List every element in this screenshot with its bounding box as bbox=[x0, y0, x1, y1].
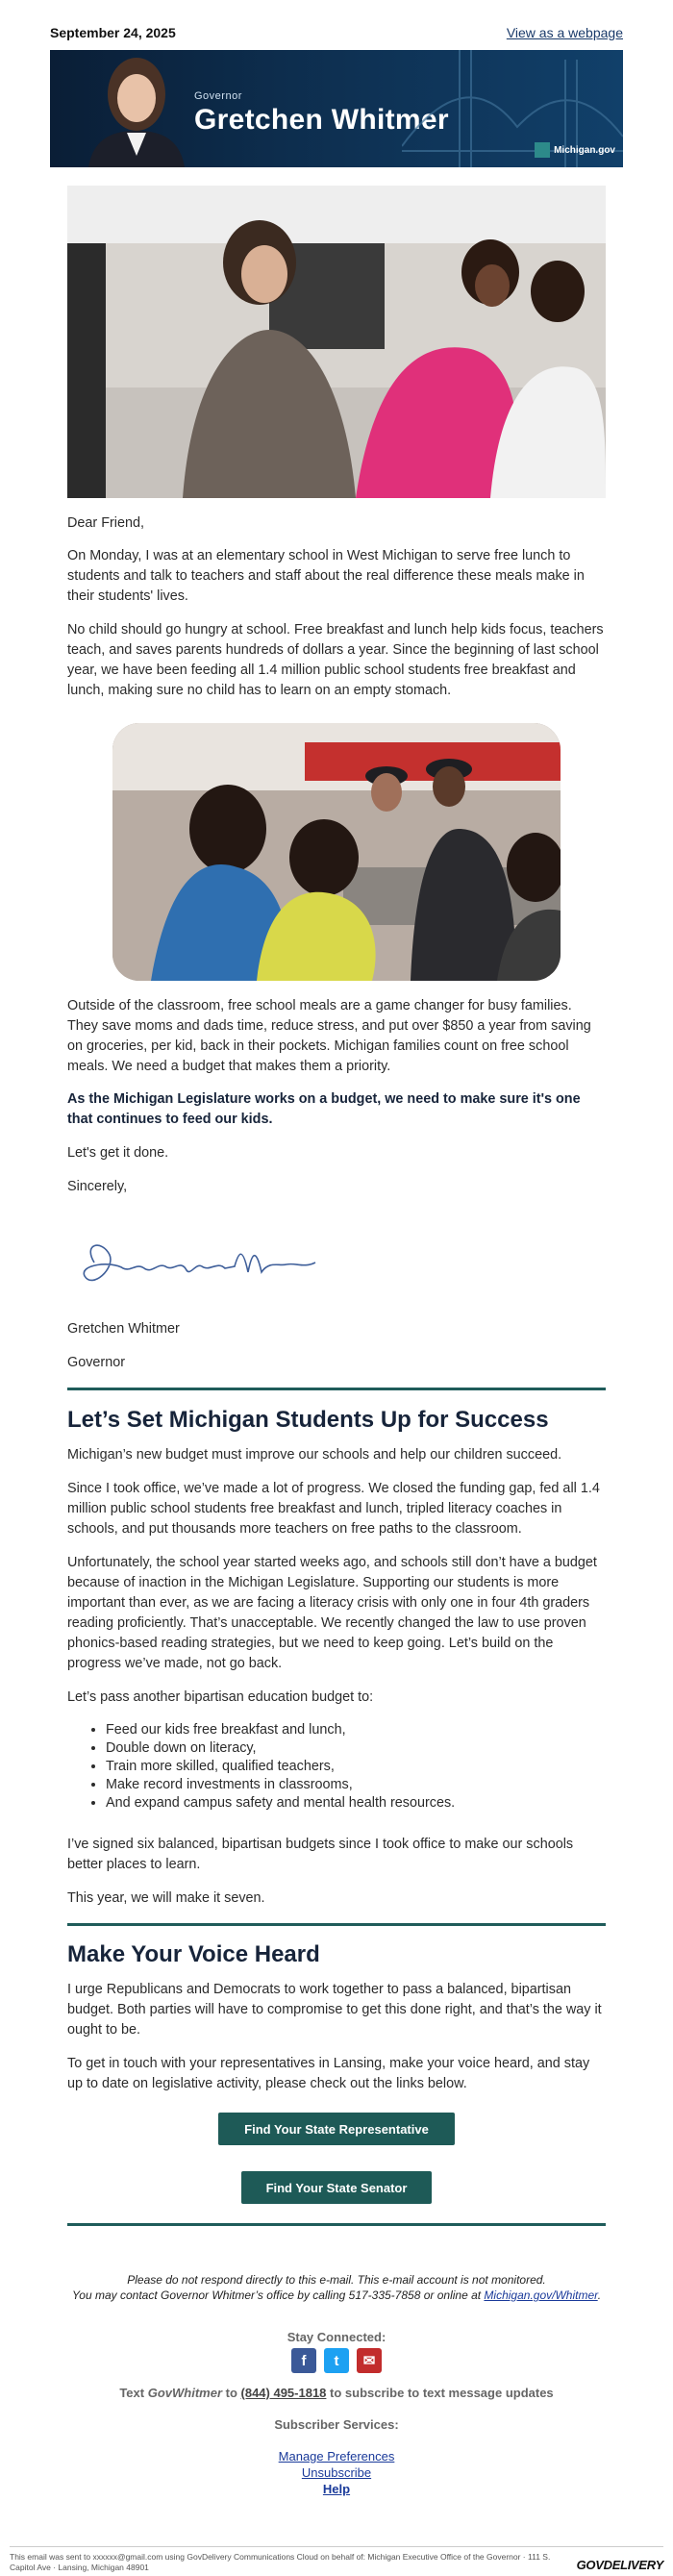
list-item: • Make record investments in classrooms, bbox=[106, 1776, 606, 1794]
michigan-gov-whitmer-link[interactable]: Michigan.gov/Whitmer bbox=[484, 2288, 598, 2302]
facebook-icon[interactable]: f bbox=[291, 2348, 316, 2373]
subscriber-services-label: Subscriber Services: bbox=[274, 2417, 399, 2432]
section-heading-students: Let’s Set Michigan Students Up for Success bbox=[67, 1407, 549, 1433]
legal-footer-text: This email was sent to xxxxxx@gmail.com using GovDelivery Communications Cloud on behalf of: Michigan Executive Office of the Governor · 111 S. Capitol Ave · Lansing, Michigan 48901 bbox=[10, 2552, 551, 2572]
michigan-logo-icon bbox=[535, 142, 550, 158]
no-reply-notice: Please do not respond directly to this e-mail. This e-mail account is not monitored. bbox=[127, 2273, 546, 2287]
photo-serving-lunch bbox=[112, 723, 561, 981]
banner-governor-label: Governor bbox=[194, 90, 242, 102]
governor-portrait bbox=[69, 50, 204, 167]
text-subscribe-to: to bbox=[222, 2386, 241, 2400]
contact-notice bbox=[38, 2288, 635, 2303]
voice-paragraph-1: I urge Republicans and Democrats to work together to pass a balanced, bipartisan budget. Both parties will have to compromise to get this done right, and that’s the way it ought to be. bbox=[67, 1982, 602, 2038]
students-paragraph-2: Since I took office, we’ve made a lot of progress. We closed the funding gap, fed all 1.4 million public school students free breakfast and lunch, tripled literacy coaches in schools, and put thousands more teachers on free paths to the classroom. bbox=[67, 1481, 600, 1537]
students-paragraph-3: Unfortunately, the school year started weeks ago, and schools still don’t have a budget because of inaction in the Michigan Legislature. Supporting our students is more important than ever, as we are facing a literacy crisis with only one in four 4th graders reading proficiently. That’s unacceptable. We recently changed the law to use proven phonics-based reading strategies, but we need to keep going. Let’s build on the progress we’ve made, not go back. bbox=[67, 1555, 597, 1671]
letter-paragraph-1: On Monday, I was at an elementary school in West Michigan to serve free lunch to students and talk to teachers and staff about the real difference these meals make in their students' lives. bbox=[67, 548, 585, 604]
footer-divider bbox=[10, 2546, 663, 2547]
michigan-gov-logo bbox=[535, 140, 615, 160]
text-subscribe-suffix: to subscribe to text message updates bbox=[326, 2386, 554, 2400]
social-links bbox=[0, 2348, 673, 2373]
students-paragraph-6: This year, we will make it seven. bbox=[67, 1890, 265, 1906]
govdelivery-logo: GOVDELIVERY bbox=[576, 2558, 663, 2572]
signer-name: Gretchen Whitmer bbox=[67, 1321, 180, 1337]
students-paragraph-4: Let’s pass another bipartisan education budget to: bbox=[67, 1689, 374, 1705]
students-paragraph-5: I’ve signed six balanced, bipartisan budgets since I took office to make our schools better places to learn. bbox=[67, 1837, 574, 1872]
find-state-representative-button[interactable]: Find Your State Representative bbox=[218, 2113, 455, 2145]
list-item: • Double down on literacy, bbox=[106, 1739, 606, 1758]
email-date: September 24, 2025 bbox=[50, 25, 176, 40]
section-divider-1 bbox=[67, 1388, 606, 1390]
list-item: • Train more skilled, qualified teachers, bbox=[106, 1758, 606, 1776]
voice-paragraph-2: To get in touch with your representatives in Lansing, make your voice heard, and stay up to date on legislative activity, please check out the links below. bbox=[67, 2056, 590, 2091]
unsubscribe-link[interactable]: Unsubscribe bbox=[301, 2465, 372, 2480]
michigan-logo-text: Michigan.gov bbox=[554, 144, 615, 156]
letter-paragraph-2: No child should go hungry at school. Free breakfast and lunch help kids focus, teachers teach, and saves parents hundreds of dollars a year. Since the beginning of last school year, we have been feeding all 1.4 million public school students free breakfast and lunch, making sure no child has to learn on an empty stomach. bbox=[67, 622, 604, 698]
view-as-webpage-link[interactable]: View as a webpage bbox=[506, 25, 623, 40]
signer-title: Governor bbox=[67, 1355, 125, 1370]
governor-signature bbox=[73, 1234, 333, 1293]
letter-paragraph-3: Outside of the classroom, free school meals are a game changer for busy families. They save moms and dads time, reduce stress, and put over $850 a year from saving on groceries, per kid, back in their pockets. Michigan families count on free school meals. We need a budget that makes them a priority. bbox=[67, 998, 591, 1074]
stay-connected-label: Stay Connected: bbox=[287, 2330, 386, 2344]
section-divider-2 bbox=[67, 1923, 606, 1926]
students-paragraph-1: Michigan’s new budget must improve our schools and help our children succeed. bbox=[67, 1447, 562, 1463]
help-link[interactable]: Help bbox=[322, 2482, 351, 2496]
text-subscribe-prefix: Text bbox=[119, 2386, 148, 2400]
contact-notice-period: . bbox=[597, 2288, 602, 2302]
section-divider-3 bbox=[67, 2223, 606, 2226]
text-number-link[interactable]: (844) 495-1818 bbox=[240, 2386, 327, 2400]
manage-preferences-link[interactable]: Manage Preferences bbox=[278, 2449, 395, 2463]
text-keyword: GovWhitmer bbox=[147, 2386, 223, 2400]
letter-paragraph-5: Let's get it done. bbox=[67, 1145, 169, 1161]
banner-governor-name: Gretchen Whitmer bbox=[194, 104, 449, 136]
governor-banner bbox=[50, 50, 623, 167]
top-bar bbox=[50, 23, 623, 42]
photo-governor-with-students bbox=[67, 186, 606, 498]
find-state-senator-button[interactable]: Find Your State Senator bbox=[241, 2171, 432, 2204]
list-item: • Feed our kids free breakfast and lunch, bbox=[106, 1721, 606, 1739]
text-subscribe-line bbox=[0, 2386, 673, 2400]
budget-priorities-list bbox=[106, 1721, 606, 1813]
twitter-icon[interactable]: t bbox=[324, 2348, 349, 2373]
list-item: • And expand campus safety and mental health resources. bbox=[106, 1794, 606, 1813]
section-heading-voice: Make Your Voice Heard bbox=[67, 1941, 320, 1967]
letter-closing: Sincerely, bbox=[67, 1179, 128, 1194]
letter-paragraph-4-bold: As the Michigan Legislature works on a budget, we need to make sure it's one that continues to feed our kids. bbox=[67, 1091, 581, 1127]
letter-greeting: Dear Friend, bbox=[67, 515, 144, 531]
email-icon[interactable]: ✉ bbox=[357, 2348, 382, 2373]
contact-notice-text: You may contact Governor Whitmer’s office by calling 517-335-7858 or online at bbox=[71, 2288, 485, 2302]
